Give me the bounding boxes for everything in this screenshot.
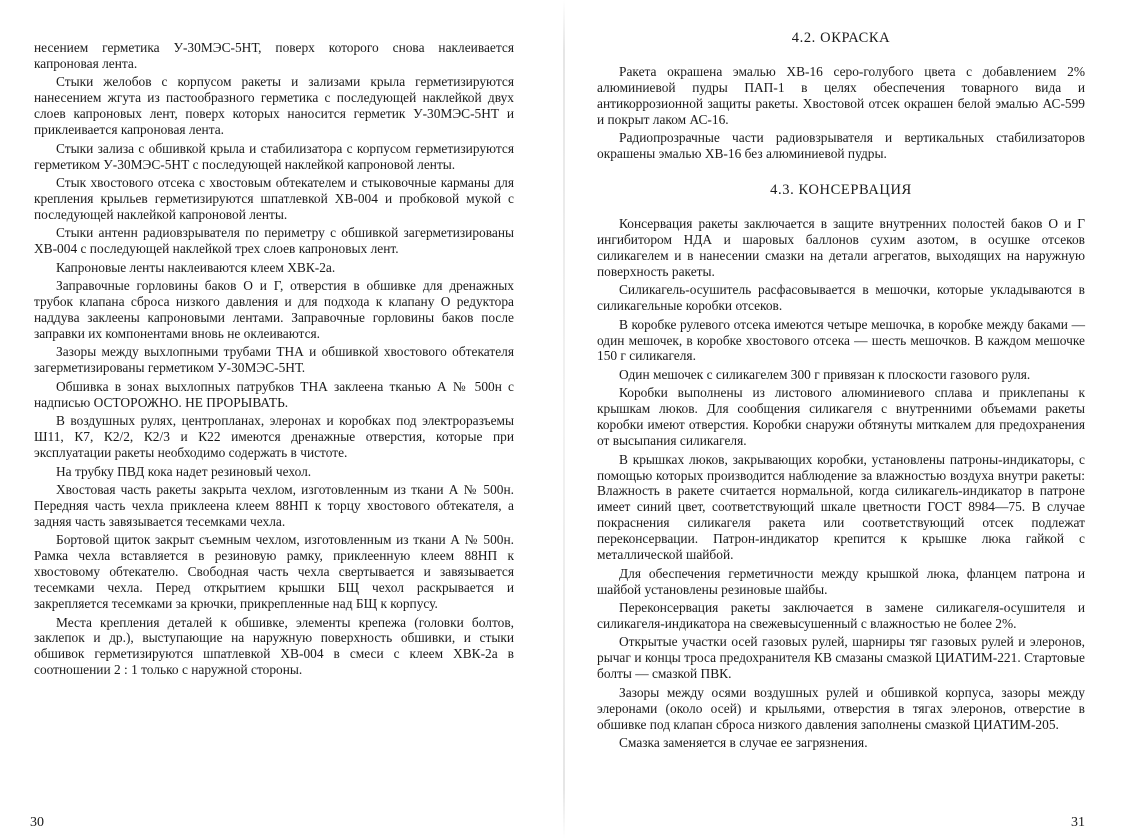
- left-page-text: [34, 40, 514, 681]
- paragraph: Зазоры между осями воздушных рулей и обшивкой корпуса, зазоры между элеронами (около осей) и крыльями, отверстия в тягах элеронов, отверстие в обшивке под клапан сброса низкого давления заполнены смазкой ЦИАТИМ-205.: [597, 684, 1085, 732]
- paragraph: Стыки антенн радиовзрывателя по периметру с обшивкой загерметизированы ХВ-004 с последующей наклейкой трех слоев капроновых лент.: [34, 225, 514, 257]
- left-page: [0, 0, 560, 839]
- paragraph: В крышках люков, закрывающих коробки, установлены патроны-индикаторы, с помощью которых производится наблюдение за влажностью воздуха внутри ракеты: Влажность в ракете считается нормальной, когда силикагель-индикатор в патроне имеет синий цвет, соответствующий шкале цветности ГОСТ 8984—75. В случае покраснения силикагеля ракета или соответствующий отсек подлежат переконсервации. Патрон-индикатор крепится к крышке люка гайкой с металлической шайбой.: [597, 451, 1085, 563]
- paragraph: Стык хвостового отсека с хвостовым обтекателем и стыковочные карманы для крепления крыльев герметизируются шпатлевкой ХВ-004 и пробковой мукой с последующей наклейкой капроновой ленты.: [34, 175, 514, 222]
- paragraph: Силикагель-осушитель расфасовывается в мешочки, которые укладываются в силикагельные коробки отсеков.: [597, 282, 1085, 314]
- paragraph: Бортовой щиток закрыт съемным чехлом, изготовленным из ткани А № 500н. Рамка чехла вставляется в резиновую рамку, приклеенную клеем 88НП к хвостовому обтекателю. Свободная часть чехла свертывается и завязывается тесемками чехла. Перед открытием крышки БЩ чехол раскрывается и закрепляется тесемками за крючки, прикрепленные над БЩ к корпусу.: [34, 532, 514, 612]
- paragraph: Радиопрозрачные части радиовзрывателя и вертикальных стабилизаторов окрашены эмалью ХВ-16 без алюминиевой пудры.: [597, 130, 1085, 162]
- section-heading-painting: 4.2. ОКРАСКА: [791, 30, 891, 46]
- paragraph: Хвостовая часть ракеты закрыта чехлом, изготовленным из ткани А № 500н. Передняя часть чехла приклеена клеем 88НП к торцу хвостового обтекателя, а задняя часть завязывается тесемками чехла.: [34, 482, 514, 529]
- paragraph: Стыки зализа с обшивкой крыла и стабилизатора с корпусом герметизируются герметиком У-30МЭС-5НТ с последующей наклейкой капроновой ленты.: [34, 140, 514, 172]
- page-number-right: 31: [1071, 815, 1085, 830]
- section-text-painting: [597, 64, 1085, 165]
- paragraph: Места крепления деталей к обшивке, элементы крепежа (головки болтов, заклепок и др.), выступающие на наружную поверхность обшивки, и стыки обшивок герметизируются шпатлевкой ХВ-004 в смеси с клеем ХВК-2а в соотношении 2 : 1 только с наружной стороны.: [34, 614, 514, 678]
- paragraph: Коробки выполнены из листового алюминиевого сплава и приклепаны к крышкам люков. Для сообщения силикагеля с внутренними объемами ракеты коробки имеют отверстия. Коробки снаружи обтянуты миткалем для предохранения от высыпания силикагеля.: [597, 385, 1085, 449]
- paragraph: Капроновые ленты наклеиваются клеем ХВК-2а.: [56, 259, 336, 275]
- paragraph: Один мешочек с силикагелем 300 г привязан к плоскости газового руля.: [619, 366, 1031, 382]
- paragraph: Заправочные горловины баков О и Г, отверстия в обшивке для дренажных трубок клапана сброса низкого давления и для подхода к клапану О редуктора наддува заклеены капроновыми лентами. Заправочные горловины баков после заправки их компонентами вновь не оклеиваются.: [34, 278, 514, 341]
- paragraph: Зазоры между выхлопными трубами ТНА и обшивкой хвостового обтекателя загерметизированы герметиком У-30МЭС-5НТ.: [34, 344, 514, 376]
- paragraph: В воздушных рулях, центропланах, элеронах и коробках под электроразъемы Ш11, К7, К2/2, К2/3 и К22 имеются дренажные отверстия, которые при эксплуатации ракеты необходимо содержать в чистоте.: [34, 413, 514, 461]
- paragraph: несением герметика У-30МЭС-5НТ, поверх которого снова наклеивается капроновая лента.: [34, 40, 514, 71]
- paragraph: Стыки желобов с корпусом ракеты и зализами крыла герметизируются нанесением жгута из пастообразного герметика с последующей наклейкой двух слоев капроновых лент, поверх которых наносится герметик У-30МЭС-5НТ и приклеивается капроновая лента.: [34, 74, 514, 138]
- paragraph: Смазка заменяется в случае ее загрязнения.: [619, 735, 868, 751]
- paragraph: Для обеспечения герметичности между крышкой люка, фланцем патрона и шайбой установлены резиновые шайбы.: [597, 565, 1085, 597]
- paragraph: На трубку ПВД кока надет резиновый чехол.: [56, 463, 312, 479]
- paragraph: Ракета окрашена эмалью ХВ-16 серо-голубого цвета с добавлением 2% алюминиевой пудры ПАП-1 в целях обеспечения товарного вида и антикоррозионной защиты ракеты. Хвостовой отсек окрашен белой эмалью АС-599 и покрыт лаком АС-16.: [597, 64, 1085, 127]
- paragraph: Переконсервация ракеты заключается в замене силикагеля-осушителя и силикагеля-индикатора на свежевысушенный с влажностью не более 2%.: [597, 600, 1085, 631]
- paragraph: Открытые участки осей газовых рулей, шарниры тяг газовых рулей и элеронов, рычаг и концы троса предохранителя КВ смазаны смазкой ЦИАТИМ-221. Стартовые болты — смазкой ПВК.: [597, 634, 1085, 682]
- paragraph: Консервация ракеты заключается в защите внутренних полостей баков О и Г ингибитором НДА и шаровых баллонов сухим азотом, в осушке отсеков силикагелем и в нанесении смазки на детали агрегатов, выходящих на наружную поверхность ракеты.: [597, 216, 1085, 279]
- book-gutter: [563, 0, 565, 839]
- section-text-conservation: [597, 216, 1085, 754]
- page-number-left: 30: [30, 815, 44, 830]
- paragraph: В коробке рулевого отсека имеются четыре мешочка, в коробке между баками — один мешочек, в коробке хвостового отсека — шесть мешочков. В каждом мешочке 150 г силикагеля.: [597, 316, 1085, 364]
- right-page: [575, 0, 1148, 839]
- section-heading-conservation: 4.3. КОНСЕРВАЦИЯ: [770, 182, 912, 198]
- paragraph: Обшивка в зонах выхлопных патрубков ТНА заклеена тканью А № 500н с надписью ОСТОРОЖНО. НЕ ПРОРЫВАТЬ.: [34, 378, 514, 410]
